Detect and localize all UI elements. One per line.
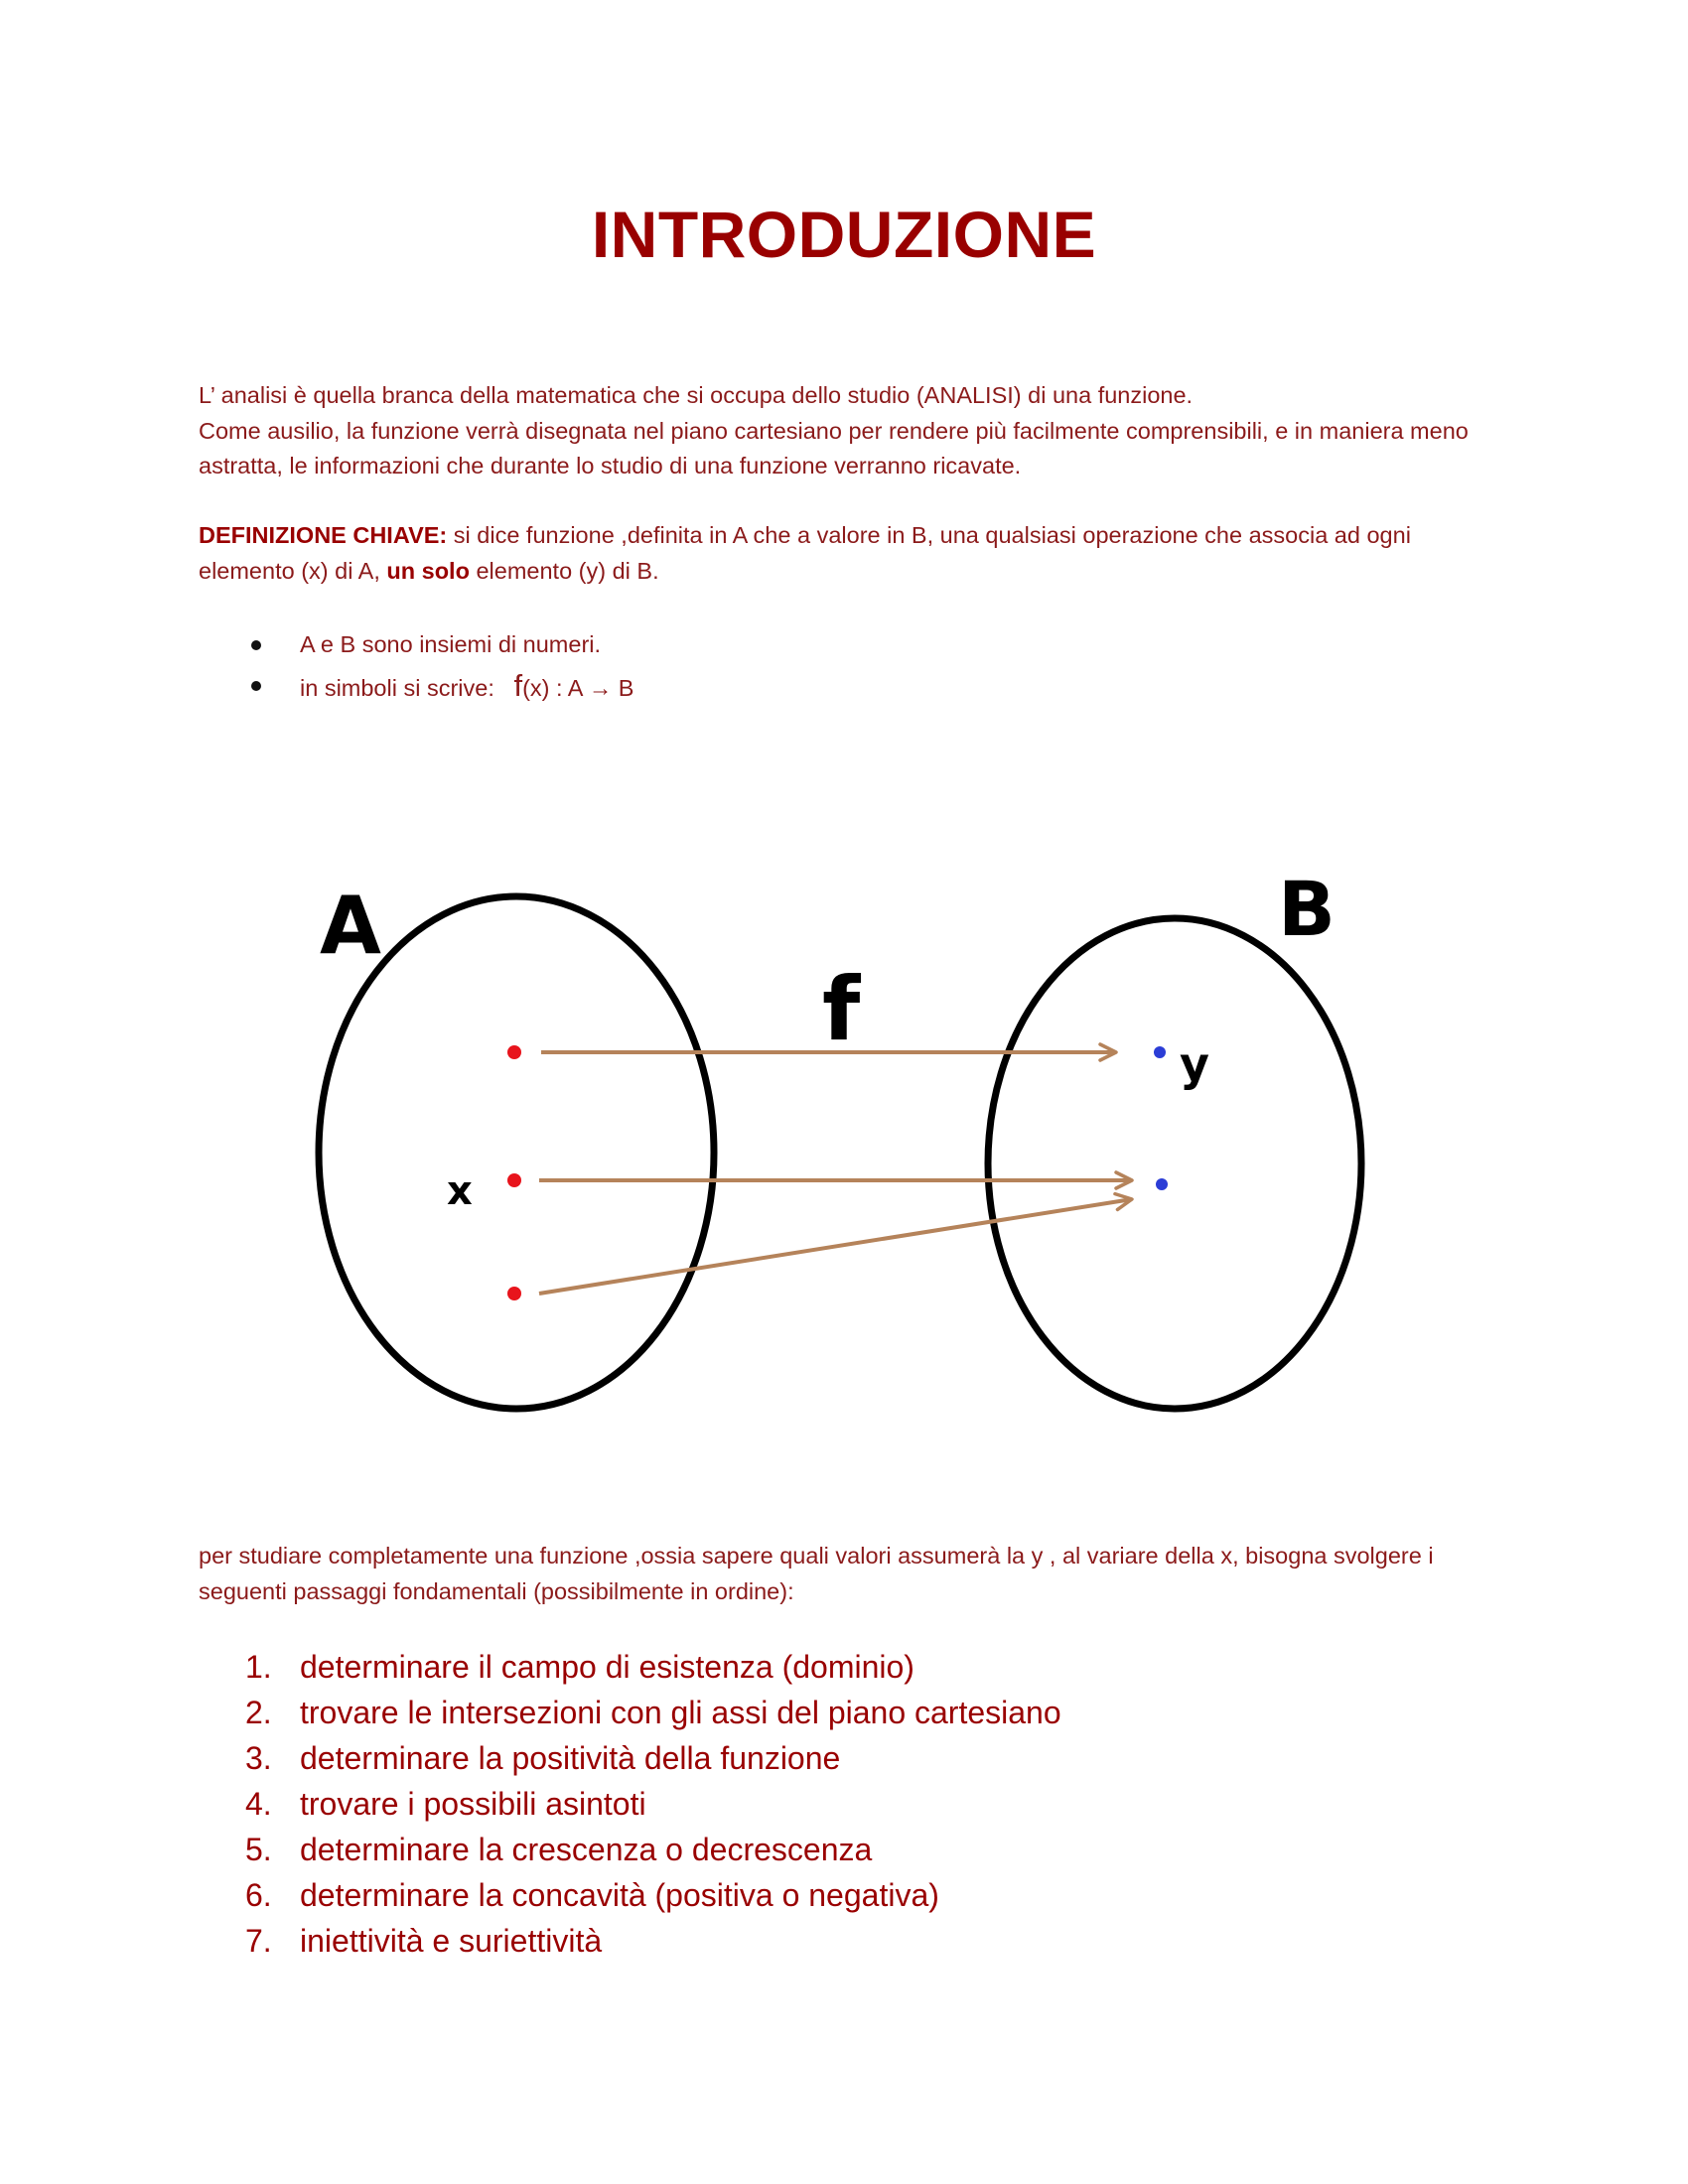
- bullet-symbol-prefix: in simboli si scrive:: [300, 675, 514, 701]
- mapping-arrow: [539, 1199, 1132, 1294]
- step-text: determinare la positività della funzione: [300, 1740, 841, 1776]
- list-item: [199, 1918, 1061, 1964]
- definition-label: DEFINIZIONE CHIAVE:: [199, 522, 448, 548]
- bullet-symbol-rest: (x) : A → B: [522, 675, 634, 701]
- set-a-label: A: [320, 880, 381, 972]
- intro-paragraph: [199, 378, 1489, 484]
- y-label: y: [1180, 1037, 1209, 1091]
- intro-line-2: Come ausilio, la funzione verrà disegnata nel piano cartesiano per rendere più facilmente comprensibili, e in maniera meno astratta, le informazioni che durante lo studio di una funzione verranno ricavate.: [199, 417, 1469, 478]
- bullet-item-text: A e B sono insiemi di numeri.: [300, 631, 602, 657]
- definition-paragraph: [199, 518, 1489, 589]
- step-text: trovare le intersezioni con gli assi del piano cartesiano: [300, 1695, 1061, 1730]
- bullet-item: [199, 665, 633, 709]
- function-label: f: [822, 958, 861, 1060]
- step-text: determinare la crescenza o decrescenza: [300, 1832, 873, 1867]
- list-item: [199, 1872, 1061, 1918]
- definition-text-before: si dice funzione ,definita in A che a valore in B, una qualsiasi operazione che associa ad ogni elemento (x) di A,: [199, 522, 1411, 584]
- set-a-ellipse: [319, 896, 714, 1409]
- definition-text-after: elemento (y) di B.: [469, 557, 659, 584]
- list-item: [199, 1690, 1061, 1735]
- page-title: INTRODUZIONE: [591, 198, 1097, 271]
- intro-line-1: L’ analisi è quella branca della matematica che si occupa dello studio (ANALISI) di una funzione.: [199, 382, 1194, 408]
- step-number: 6.: [245, 1877, 272, 1913]
- bullet-item: [199, 624, 633, 665]
- step-number: 4.: [245, 1786, 272, 1822]
- function-symbol: f: [513, 668, 523, 703]
- steps-intro: per studiare completamente una funzione ,ossia sapere quali valori assumerà la y , al variare della x, bisogna svolgere i seguenti passaggi fondamentali (possibilmente in ordine):: [199, 1543, 1434, 1604]
- list-item: [199, 1644, 1061, 1690]
- domain-point: [507, 1287, 521, 1300]
- step-number: 7.: [245, 1923, 272, 1959]
- steps-list: [199, 1644, 1061, 1964]
- set-b-ellipse: [988, 918, 1361, 1409]
- domain-point: [507, 1173, 521, 1187]
- step-number: 5.: [245, 1832, 272, 1867]
- step-number: 3.: [245, 1740, 272, 1776]
- list-item: [199, 1827, 1061, 1872]
- step-text: iniettività e suriettività: [300, 1923, 603, 1959]
- codomain-point: [1154, 1046, 1166, 1058]
- list-item: [199, 1735, 1061, 1781]
- step-text: trovare i possibili asintoti: [300, 1786, 646, 1822]
- step-text: determinare la concavità (positiva o negativa): [300, 1877, 939, 1913]
- codomain-point: [1156, 1178, 1168, 1190]
- x-label: x: [447, 1168, 473, 1214]
- step-text: determinare il campo di esistenza (dominio): [300, 1649, 914, 1685]
- function-mapping-diagram: [298, 864, 1390, 1430]
- step-number: 1.: [245, 1649, 272, 1685]
- list-item: [199, 1781, 1061, 1827]
- definition-emphasis: un solo: [386, 557, 470, 584]
- set-b-label: B: [1278, 865, 1336, 953]
- domain-point: [507, 1045, 521, 1059]
- bullet-list: [199, 624, 633, 709]
- step-number: 2.: [245, 1695, 272, 1730]
